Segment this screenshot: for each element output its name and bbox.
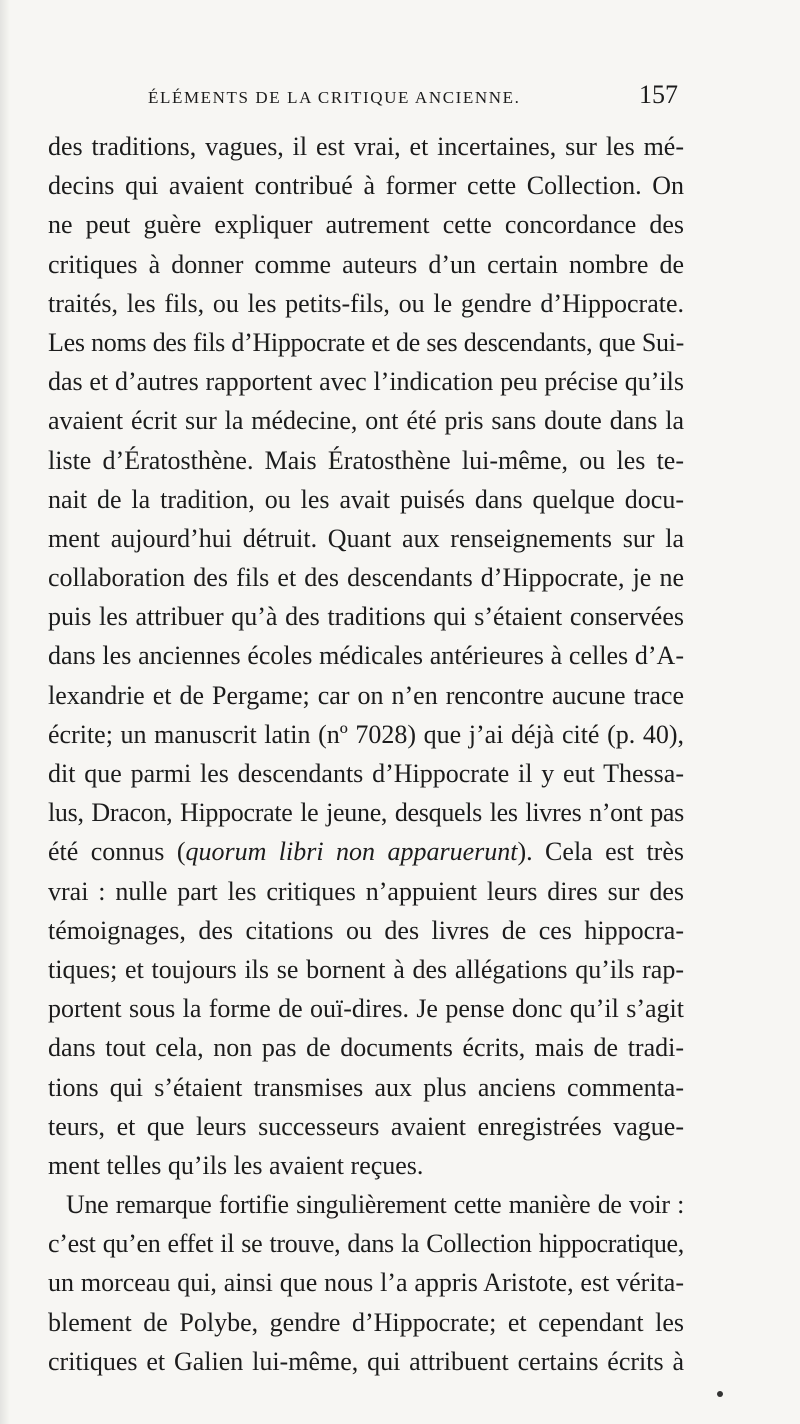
text-line: avaient écrit sur la médecine, ont été pris sans doute dans la — [48, 406, 684, 436]
text-line: tions qui s’étaient transmises aux plus anciens commenta- — [48, 1072, 684, 1102]
running-title: ÉLÉMENTS DE LA CRITIQUE ANCIENNE. — [148, 88, 521, 107]
text-line: ne peut guère expliquer autrement cette concordance des — [48, 210, 684, 240]
text-line: traités, les fils, ou les petits-fils, ou le gendre d’Hippocrate. — [48, 288, 684, 318]
page-edge-shadow — [0, 0, 10, 1424]
text-line: lexandrie et de Pergame; car on n’en rencontre aucune trace — [48, 680, 684, 710]
text-line: ment aujourd’hui détruit. Quant aux renseignements sur la — [48, 523, 684, 553]
text-line: decins qui avaient contribué à former cette Collection. On — [48, 171, 684, 201]
text-line: un morceau qui, ainsi que nous l’a appris Aristote, est vérita- — [48, 1268, 684, 1298]
text-line: dans les anciennes écoles médicales antérieures à celles d’A- — [48, 641, 684, 671]
text-line: lus, Dracon, Hippocrate le jeune, desquels les livres n’ont pas — [48, 798, 684, 828]
text-line: vrai : nulle part les critiques n’appuient leurs dires sur des — [48, 876, 684, 906]
text-line: Les noms des fils d’Hippocrate et de ses descendants, que Sui- — [48, 327, 684, 357]
text-line: critiques à donner comme auteurs d’un certain nombre de — [48, 249, 684, 279]
text-line: nait de la tradition, ou les avait puisés dans quelque docu- — [48, 484, 684, 514]
body-text — [48, 127, 684, 1381]
text-line-with-italic — [48, 832, 684, 871]
text-line: puis les attribuer qu’à des traditions qui s’étaient conservées — [48, 602, 684, 632]
text-line: collaboration des fils et des descendants d’Hippocrate, je ne — [48, 563, 684, 593]
text-line: portent sous la forme de ouï-dires. Je pense donc qu’il s’agit — [48, 994, 684, 1024]
text-line: tiques; et toujours ils se bornent à des allégations qu’ils rap- — [48, 954, 684, 984]
page-number: 157 — [639, 80, 678, 109]
text-line: liste d’Ératosthène. Mais Ératosthène lui-même, ou les te- — [48, 445, 684, 475]
text-line: teurs, et que leurs successeurs avaient enregistrées vague- — [48, 1111, 684, 1141]
text-line: des traditions, vagues, il est vrai, et incertaines, sur les mé- — [48, 132, 684, 161]
text-line: c’est qu’en effet il se trouve, dans la Collection hippocratique, — [48, 1229, 684, 1259]
paragraph-last-line: ment telles qu’ils les avaient reçues. — [48, 1150, 424, 1180]
text-line: écrite; un manuscrit latin (nº 7028) que j’ai déjà cité (p. 40), — [48, 719, 684, 749]
text-fragment: ). Cela est très — [517, 837, 684, 867]
text-fragment: été connus ( — [48, 837, 186, 867]
text-line: dit que parmi les descendants d’Hippocrate il y eut Thessa- — [48, 759, 684, 788]
text-line: blement de Polybe, gendre d’Hippocrate; et cependant les — [48, 1307, 684, 1337]
ink-dot — [717, 1391, 723, 1397]
running-head — [148, 80, 678, 114]
latin-quotation: quorum libri non apparuerunt — [185, 837, 518, 867]
text-line: critiques et Galien lui-même, qui attribuent certains écrits à — [48, 1346, 684, 1376]
text-line: dans tout cela, non pas de documents écrits, mais de tradi- — [48, 1033, 684, 1063]
text-line: das et d’autres rapportent avec l’indication peu précise qu’ils — [48, 367, 684, 397]
paragraph-first-line: Une remarque fortifie singulièrement cette manière de voir : — [66, 1190, 684, 1220]
text-line: témoignages, des citations ou des livres de ces hippocra- — [48, 915, 684, 945]
